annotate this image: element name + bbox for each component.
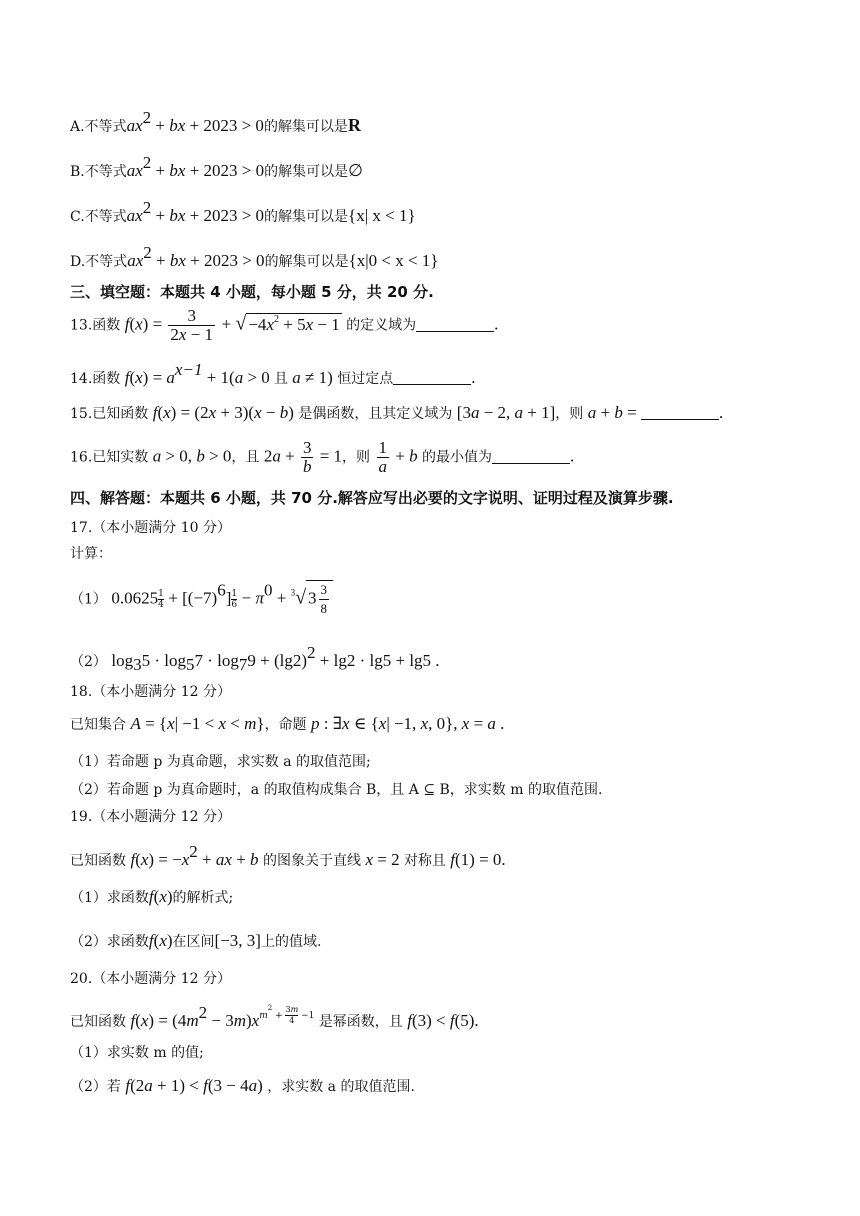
q19-part-1-text: 的解析式;: [172, 890, 234, 906]
answer-blank: [641, 405, 719, 420]
q13-fraction: $\frac{3}{2x - 1}$: [170, 306, 214, 344]
option-d-label: D.不等式: [70, 254, 128, 270]
option-d-text: 的解集可以是: [264, 254, 349, 270]
option-c-label: C.不等式: [70, 209, 127, 225]
q15-prefix: 15.已知函数: [70, 406, 149, 422]
q20-stem-text: 是幂函数，且: [318, 1014, 403, 1030]
option-a-text: 的解集可以是: [263, 119, 348, 135]
option-c: C.不等式$ax^2$ + bx + 2023 > 0的解集可以是{x| x < 1}: [70, 198, 416, 225]
option-b-label: B.不等式: [70, 164, 127, 180]
q19-part-2-prefix: （2）求函数: [70, 934, 149, 950]
q20-heading: 20.（本小题满分 12 分）: [70, 971, 231, 987]
q13-text: 的定义域为: [346, 317, 417, 334]
q13-prefix: 13.函数: [70, 317, 121, 334]
q20-stem: 已知函数 $f(x) = (4m^2 - 3m)x^{m^2 + \frac{3m}{4} -1}$ 是幂函数，且 f(3) < f(5).: [70, 1003, 479, 1030]
q17-part-1: （1） 0.0625 $\frac{1}{4} + [(-7)^6]$ $\frac{1}{6} - \pi^0 + ^3√$ 3 $\frac{3}{8}$: [70, 580, 333, 618]
q19-stem-text: 的图象关于直线: [262, 853, 361, 869]
q15-text: 是偶函数，且其定义域为: [298, 406, 453, 422]
q17-heading: 17.（本小题满分 10 分）: [70, 520, 231, 536]
q16-fraction-2: $\frac{1}{a}$: [378, 438, 387, 476]
option-d-answer: {x|0 < x < 1}: [348, 251, 439, 270]
answer-blank: [492, 449, 570, 464]
q19-part-1-prefix: （1）求函数: [70, 890, 149, 906]
q20-part-1: （1）求实数 m 的值;: [70, 1045, 204, 1061]
option-a-label: A.不等式: [70, 119, 127, 135]
answer-blank: [416, 317, 494, 332]
q18-part-1: （1）若命题 p 为真命题，求实数 a 的取值范围;: [70, 754, 371, 770]
q16-fraction-1: $\frac{3}{b}$: [302, 438, 312, 476]
q18-heading: 18.（本小题满分 12 分）: [70, 684, 231, 700]
q16-clause-2: ，则: [342, 449, 371, 466]
q15-tail: ，则: [555, 406, 584, 422]
option-b: B.不等式$ax^2$ + bx + 2023 > 0的解集可以是∅: [70, 153, 363, 180]
q17-part-1-label: （1）: [70, 591, 107, 608]
q19-stem-prefix: 已知函数: [70, 853, 126, 869]
q20-part-2: （2）若 f(2a + 1) < f(3 − 4a) ，求实数 a 的取值范围.: [70, 1076, 415, 1095]
option-b-text: 的解集可以是: [264, 164, 349, 180]
q19-part-1: （1）求函数f(x)的解析式;: [70, 887, 234, 906]
q19-part-2-tail: 上的值域.: [260, 934, 322, 950]
answer-blank: [393, 370, 471, 385]
question-15: 15.已知函数 f(x) = (2x + 3)(x − b) 是偶函数，且其定义域为 [3a − 2, a + 1]，则 a + b = .: [70, 403, 724, 422]
section-4-heading: 四、解答题：本题共 6 小题，共 70 分.解答应写出必要的文字说明、证明过程及演算步骤.: [70, 489, 674, 507]
q17-part-2-label: （2）: [70, 654, 107, 670]
q20-part-2-text: ，求实数 a 的取值范围.: [267, 1079, 415, 1095]
q19-stem-text-2: 对称且: [403, 853, 446, 869]
q18-part-2: （2）若命题 p 为真命题时，a 的取值构成集合 B，且 A ⊆ B，求实数 m 的取值范围.: [70, 782, 603, 798]
question-14: 14.函数 $f(x) = a^{x-1} + 1(a > 0$ 且 a ≠ 1) 恒过定点 .: [70, 360, 476, 387]
option-c-text: 的解集可以是: [264, 209, 349, 225]
q19-part-2-text: 在区间: [172, 934, 215, 950]
q14-prefix: 14.函数: [70, 371, 121, 387]
q18-stem: 已知集合 A = {x| −1 < x < m}，命题 p : ∃x ∈ {x| −1, x, 0}, x = a .: [70, 714, 505, 733]
q17-instruction: 计算：: [70, 546, 112, 562]
option-d: D.不等式$ax^2$ + bx + 2023 > 0的解集可以是{x|0 < x < 1}: [70, 243, 439, 270]
question-13: 13.函数 f(x) = $\frac{3}{2x - 1}$ + √ $-4x^2 + 5x - 1$ 的定义域为 .: [70, 306, 499, 344]
q20-part-2-prefix: （2）若: [70, 1079, 121, 1095]
option-a: A.不等式$ax^2$ + bx + 2023 > 0的解集可以是R: [70, 108, 361, 135]
question-16: 16.已知实数 a > 0, b > 0，且 2a + $\frac{3}{b}$ = 1，则 $\frac{1}{a}$ + b 的最小值为 .: [70, 438, 575, 476]
q17-part-2: （2） $\log_35 \cdot \log_57 \cdot \log_79 + (\lg 2)^2 + \lg 2 \cdot \lg 5 + \lg 5$ .: [70, 643, 440, 674]
q19-stem: 已知函数 $f(x) = -x^2$ + ax + b 的图象关于直线 x = 2 对称且 f(1) = 0.: [70, 842, 506, 869]
q16-clause-1: ，且: [231, 449, 260, 466]
q16-prefix: 16.已知实数: [70, 449, 149, 466]
q18-stem-text: ，命题: [264, 717, 307, 733]
section-3-heading: 三、填空题：本题共 4 小题，每小题 5 分，共 20 分.: [70, 283, 434, 301]
q18-stem-prefix: 已知集合: [70, 717, 126, 733]
option-a-answer: R: [347, 115, 361, 135]
q16-text: 的最小值为: [422, 449, 493, 466]
q14-text: 恒过定点: [337, 371, 394, 387]
q19-heading: 19.（本小题满分 12 分）: [70, 809, 231, 825]
option-b-answer: ∅: [348, 161, 363, 180]
option-c-answer: {x| x < 1}: [348, 206, 416, 225]
q19-part-2: （2）求函数f(x)在区间[−3, 3]上的值域.: [70, 931, 322, 950]
q20-stem-prefix: 已知函数: [70, 1014, 126, 1030]
